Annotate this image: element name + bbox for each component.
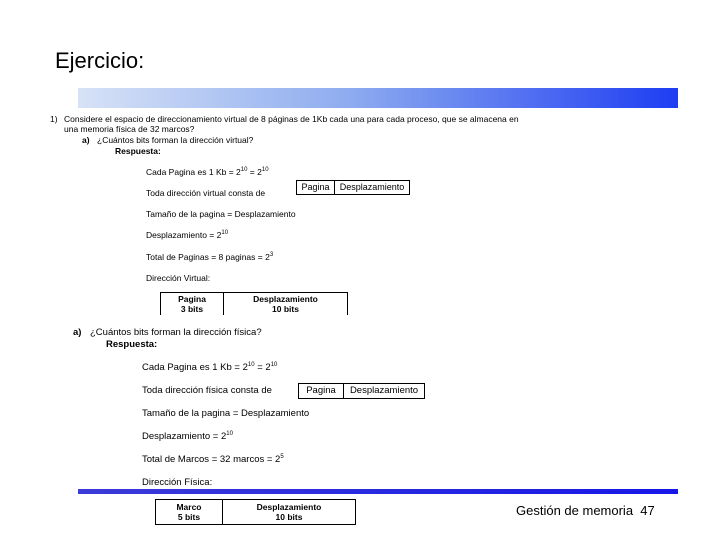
q2-physical-format-box [298,383,425,399]
q1-virtual-format-box [296,180,410,195]
q1-virtual-consists: Toda dirección virtual consta de [146,188,266,198]
q2-respuesta: Respuesta: [106,339,158,350]
q1-table-col-pagina [161,293,223,315]
title-gradient-bar [78,88,678,108]
q1-a-label: a) [82,135,90,145]
q2-box-pagina: Pagina [306,385,336,396]
q2-page-size: Cada Pagina es 1 $Kb = 2^{10} = 2^{10}$ [142,362,278,373]
q2-direccion-fisica: Dirección Física: [142,477,213,488]
q1-page-size: Cada Pagina es 1 $Kb = 2^{10} = 2^{10}$ [146,167,269,177]
q1-box-pagina: Pagina [301,182,330,192]
q1-virtual-address-table [160,292,348,315]
q2-desplazamiento: Desplazamiento = $2^{10}$ [142,431,233,442]
q2-table-col-marco [156,500,222,524]
q2-table-head-marco: Marco [176,502,202,512]
q1-statement-line2: una memoria física de 32 marcos? [64,124,195,134]
q1-number: 1) [50,114,58,124]
q1-a-question: ¿Cuántos bits forman la dirección virtual? [97,135,254,145]
q2-table-head-desplazamiento: Desplazamiento [256,502,322,512]
q1-table-col-desplazamiento [223,293,347,315]
q1-respuesta: Respuesta: [115,146,161,156]
slide-footer [516,503,655,518]
q2-box-desplazamiento: Desplazamiento [343,384,424,398]
q1-total-paginas: Total de Paginas = 8 paginas = $2^3$ [146,252,274,262]
q1-direccion-virtual: Dirección Virtual: [146,273,211,283]
q1-table-head-pagina: Pagina [178,294,206,304]
q1-statement-line1: Considere el espacio de direccionamiento virtual de 8 páginas de 1Kb cada una para cada proceso, que se almacena en [64,114,519,124]
q2-table-bits-desplazamiento: 10 bits [275,512,303,522]
q2-physical-consists: Toda dirección física consta de [142,385,272,396]
q2-tam-pagina: Tamaño de la pagina = Desplazamiento [142,408,310,419]
q2-a-label: a) [73,327,82,338]
q1-table-head-desplazamiento: Desplazamiento [253,294,318,304]
q2-total-marcos: Total de Marcos = 32 $marcos = 2^5$ [142,454,284,465]
q1-tam-pagina: Tamaño de la pagina = Desplazamiento [146,209,296,219]
footer-label: Gestión de memoria [516,503,634,518]
footer-blue-line [78,489,678,494]
q1-table-bits-desplazamiento: 10 bits [272,304,299,314]
q1-box-desplazamiento: Desplazamiento [334,181,409,194]
q1-desplazamiento: Desplazamiento = $2^{10}$ [146,230,229,240]
q2-table-bits-marco: 5 bits [177,512,201,522]
q2-physical-address-table [155,499,356,525]
slide-title: Ejercicio: [55,48,145,73]
q2-a-question: ¿Cuántos bits forman la dirección física? [90,327,262,338]
q1-table-bits-pagina: 3 bits [180,304,204,314]
q2-table-col-desplazamiento [222,500,355,524]
page-number: 47 [640,503,655,518]
